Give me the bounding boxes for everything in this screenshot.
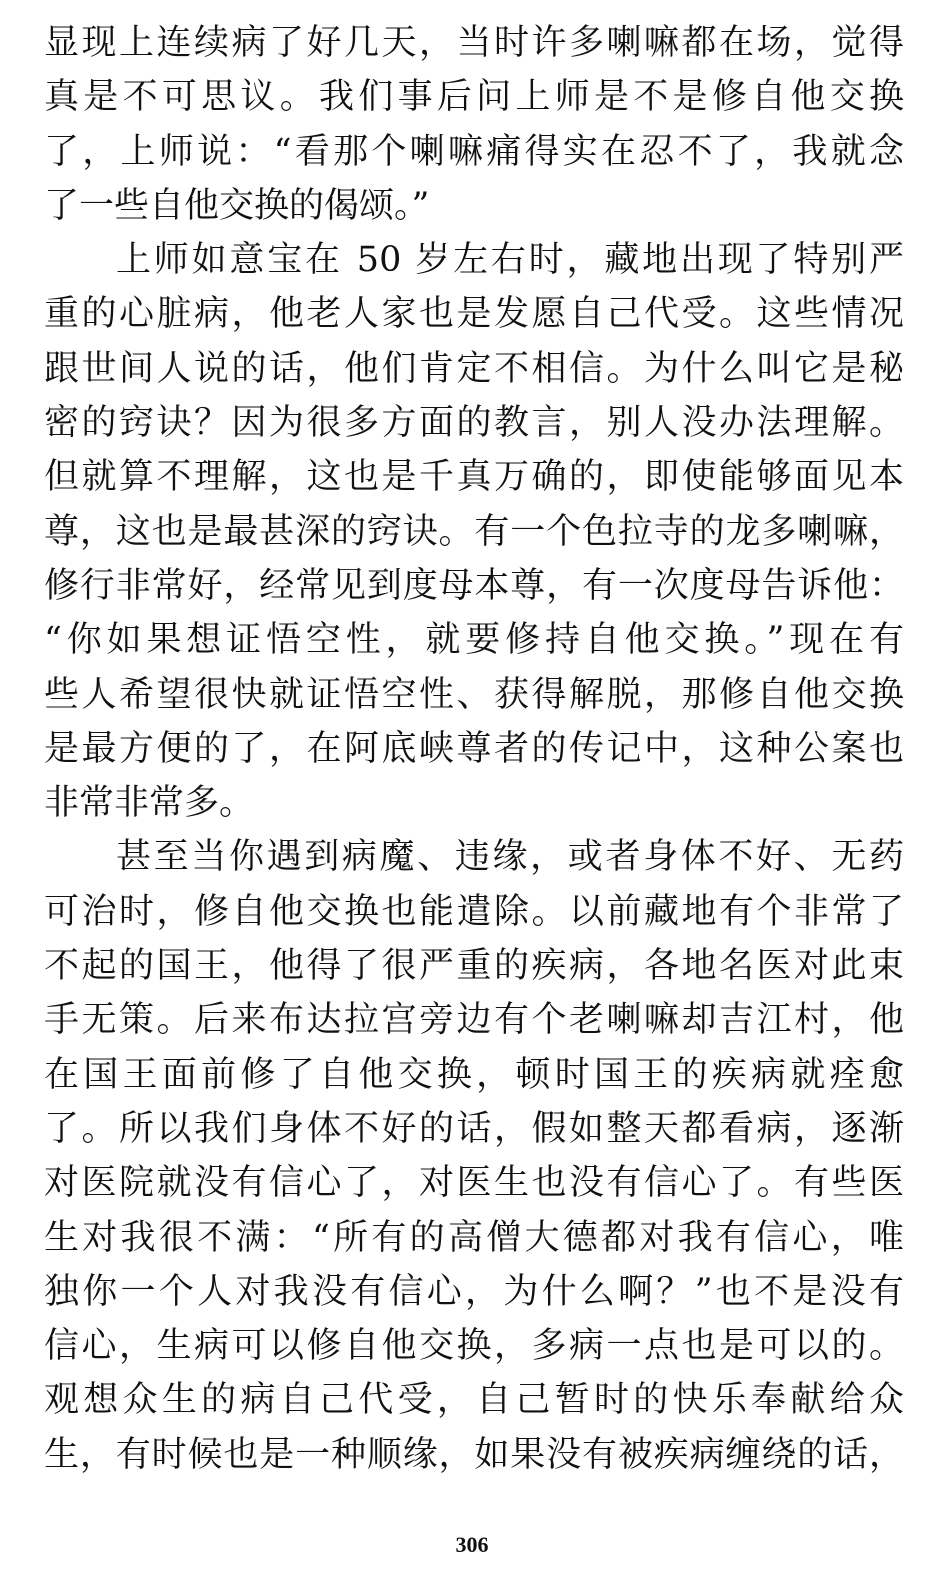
text-line: 不起的国王，他得了很严重的疾病，各地名医对此束 <box>44 946 904 987</box>
page-number: 306 <box>455 1532 489 1557</box>
text-line: 观想众生的病自己代受，自己暂时的快乐奉献给众 <box>44 1380 904 1421</box>
body-text <box>44 16 904 1482</box>
text-line: 在国王面前修了自他交换，顿时国王的疾病就痊愈 <box>44 1054 904 1095</box>
text-line: 手无策。后来布达拉宫旁边有个老喇嘛却吉江村，他 <box>44 1000 904 1041</box>
text-line: 但就算不理解，这也是千真万确的，即使能够面见本 <box>44 457 904 498</box>
text-line: 重的心脏病，他老人家也是发愿自己代受。这些情况 <box>44 294 904 335</box>
text-line: 了一些自他交换的偈颂。” <box>44 185 430 226</box>
text-line: 真是不可思议。我们事后问上师是不是修自他交换 <box>44 77 904 118</box>
text-line: 独你一个人对我没有信心，为什么啊？”也不是没有 <box>44 1271 904 1312</box>
text-line: 些人希望很快就证悟空性、获得解脱，那修自他交换 <box>44 674 904 715</box>
text-line: 了。所以我们身体不好的话，假如整天都看病，逐渐 <box>44 1108 904 1149</box>
text-line: 生，有时候也是一种顺缘，如果没有被疾病缠绕的话， <box>44 1434 904 1475</box>
text-line: 尊，这也是最甚深的窍诀。有一个色拉寺的龙多喇嘛， <box>44 511 904 552</box>
text-line: 了，上师说：“看那个喇嘛痛得实在忍不了，我就念 <box>44 131 904 172</box>
text-line: 密的窍诀？因为很多方面的教言，别人没办法理解。 <box>44 403 904 444</box>
text-line: 跟世间人说的话，他们肯定不相信。为什么叫它是秘 <box>44 348 904 389</box>
text-line: 上师如意宝在 50 岁左右时，藏地出现了特别严 <box>116 240 904 281</box>
text-line: 可治时，修自他交换也能遣除。以前藏地有个非常了 <box>44 891 904 932</box>
text-line: 非常非常多。 <box>44 783 255 824</box>
text-line: 修行非常好，经常见到度母本尊，有一次度母告诉他： <box>44 565 904 606</box>
text-line: 是最方便的了，在阿底峡尊者的传记中，这种公案也 <box>44 728 904 769</box>
text-line: “你如果想证悟空性，就要修持自他交换。”现在有 <box>44 620 904 661</box>
text-line: 甚至当你遇到病魔、违缘，或者身体不好、无药 <box>116 837 904 878</box>
text-line: 信心，生病可以修自他交换，多病一点也是可以的。 <box>44 1326 904 1367</box>
text-line: 对医院就没有信心了，对医生也没有信心了。有些医 <box>44 1163 904 1204</box>
text-line: 生对我很不满：“所有的高僧大德都对我有信心，唯 <box>44 1217 904 1258</box>
text-line: 显现上连续病了好几天，当时许多喇嘛都在场，觉得 <box>44 23 904 63</box>
